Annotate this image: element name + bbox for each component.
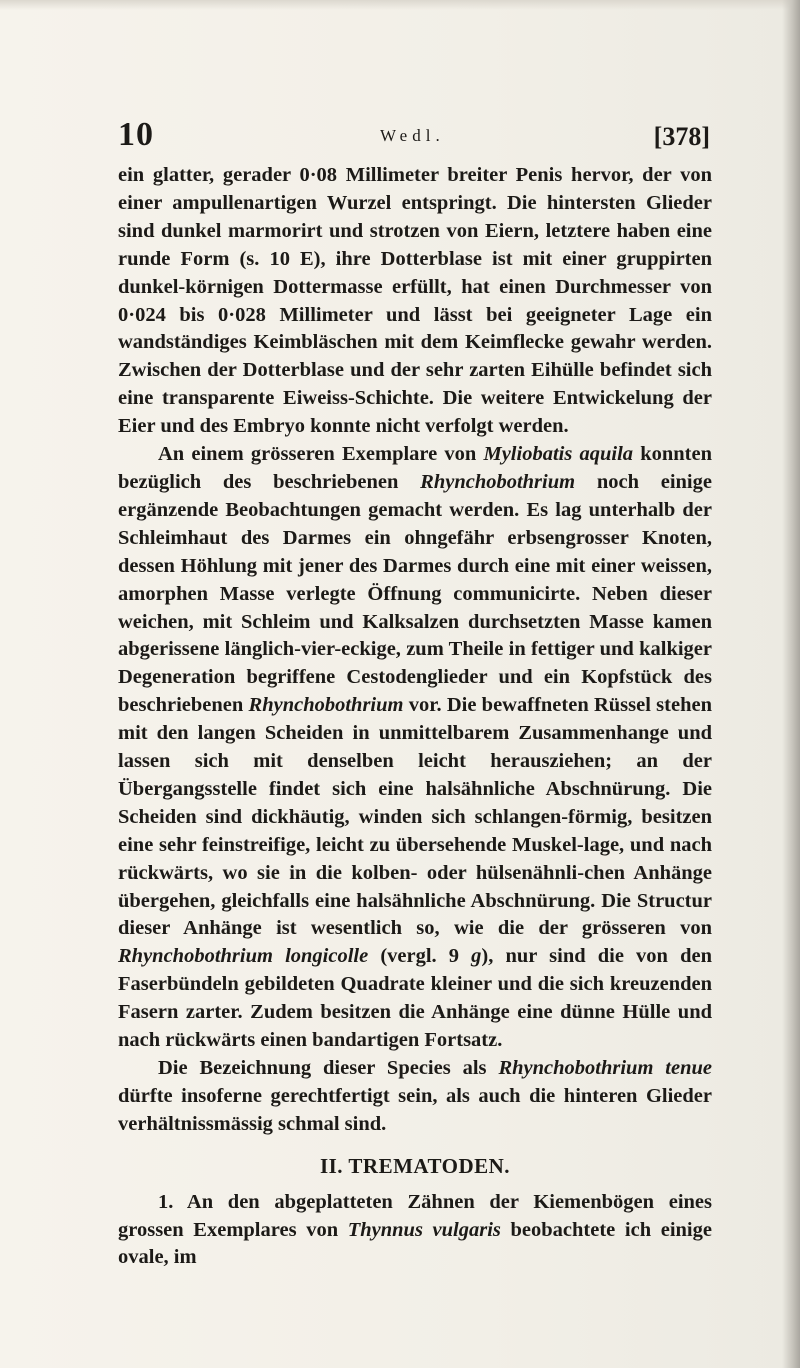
species-name: Thynnus vulgaris: [347, 1218, 501, 1241]
text-run: 1. An den abgeplatteten Zähnen der Kiemenbögen eines grossen Exemplares von: [118, 1190, 712, 1241]
page-right-edge: [782, 0, 800, 1368]
paragraph-myliobatis: [118, 441, 712, 1055]
text-run: dürfte insoferne gerechtfertigt sein, als auch die hinteren Glieder verhältnissmässig schmal sind.: [118, 1084, 712, 1135]
figure-label: g: [471, 945, 482, 968]
text-run: ), nur sind die von den Faserbündeln gebildeten Quadrate kleiner und die sich kreuzenden Fasern zarter. Zudem besitzen die Anhänge eine dünne Hülle und nach rückwärts einen bandartigen Fortsatz.: [118, 945, 712, 1052]
page-header: [118, 116, 710, 156]
text-run: konnten bezüglich des beschriebenen: [118, 443, 712, 493]
page-top-edge: [0, 0, 800, 10]
section-heading: II. TREMATODEN.: [319, 1153, 511, 1178]
text-run: (vergl. 9: [368, 945, 472, 968]
paragraph-thynnus: [118, 1189, 712, 1273]
page-reference: [378]: [653, 122, 710, 151]
running-head: Wedl.: [380, 126, 445, 145]
text-run: vor. Die bewaffneten Rüssel stehen mit den langen Scheiden in unmittelbarem Zusammenhange und lassen sich mit denselben leicht herausziehen; an der Übergangsstelle findet sich eine halsähnliche Abschnürung. Die Scheiden sind dickhäutig, winden sich schlangen-förmig, besitzen eine sehr feinstreifige, leicht zu übersehende Muskel-lage, und nach rückwärts, wo sie in die kolben- oder hülsenähnli-chen Anhänge übergehen, gleichfalls eine halsähnliche Abschnürung. Die Structur dieser Anhänge ist wesentlich so, wie die der grösseren von: [118, 694, 712, 940]
text-run: noch einige ergänzende Beobachtungen gemacht werden. Es lag unterhalb der Schleimhaut des Darmes ein ohngefähr erbsengrosser Knoten, dessen Höhlung mit jener des Darmes durch eine mit einer weissen, amorphen Masse verlegte Öffnung communicirte. Neben dieser weichen, mit Schleim und Kalksalzen durchsetzten Masse kamen abgerissene länglich-vier-eckige, zum Theile in fettiger und kalkiger Degeneration begriffene Cestodenglieder und ein Kopfstück des beschriebenen: [118, 470, 712, 717]
species-name: Myliobatis aquila: [483, 443, 634, 466]
species-name: Rhynchobothrium longicolle: [118, 945, 369, 968]
text-run: Die Bezeichnung dieser Species als: [158, 1057, 499, 1079]
paragraph-continued: ein glatter, gerader 0·08 Millimeter breiter Penis hervor, der von einer ampullenartigen Wurzel entspringt. Die hintersten Glieder sind dunkel marmorirt und strotzen von Eiern, letztere haben eine runde Form (s. 10 E), ihre Dotterblase ist mit einer gruppirten dunkel-körnigen Dottermasse erfüllt, hat einen Durchmesser von 0·024 bis 0·028 Millimeter und lässt bei geeigneter Lage ein wandständiges Keimbläschen mit dem Keimflecke gewahr werden. Zwischen der Dotterblase und der sehr zarten Eihülle befindet sich eine transparente Eiweiss-Schichte. Die weitere Entwickelung der Eier und des Embryo konnte nicht verfolgt werden.: [118, 164, 712, 438]
text-run: beobachtete ich einige ovale, im: [118, 1218, 712, 1269]
page-number: 10: [118, 116, 154, 153]
body-text: [118, 162, 712, 1272]
species-name: Rhynchobothrium: [420, 470, 576, 493]
species-name: Rhynchobothrium tenue: [498, 1057, 712, 1079]
species-name: Rhynchobothrium: [248, 694, 404, 717]
text-run: An einem grösseren Exemplare von: [158, 443, 484, 466]
paragraph-designation: [118, 1055, 712, 1139]
